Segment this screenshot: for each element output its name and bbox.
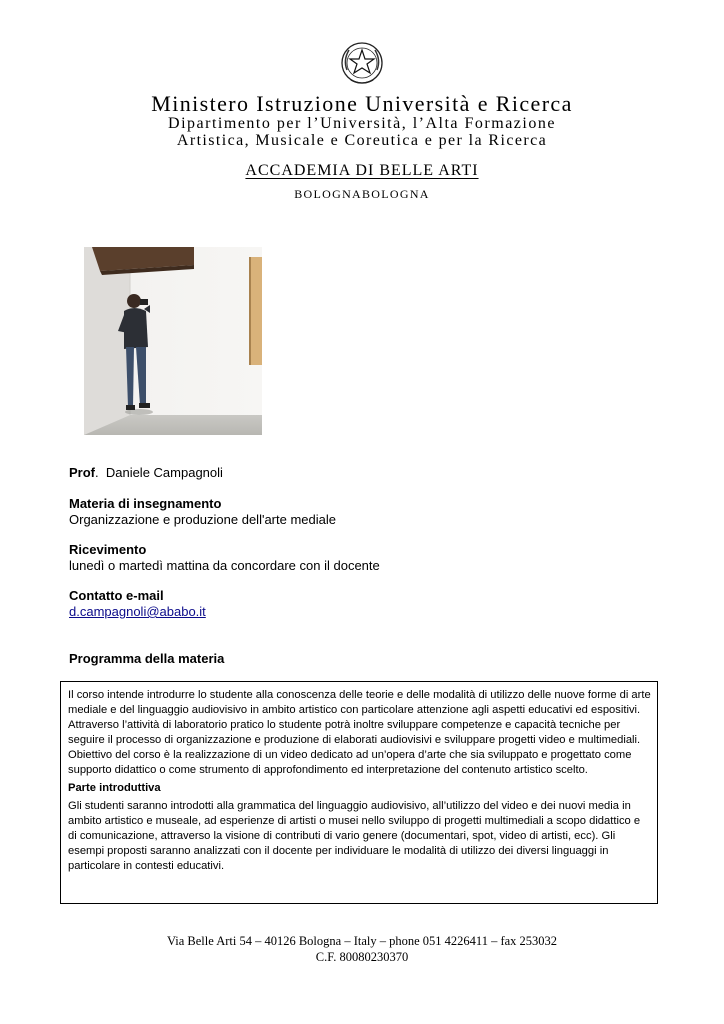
program-box — [60, 681, 658, 904]
professor-name: Daniele Campagnoli — [105, 465, 223, 480]
department-line-2: Artistica, Musicale e Coreutica e per la Ricerca — [176, 132, 548, 149]
professor-line: Prof. Daniele Campagnoli — [69, 465, 223, 480]
department-line-1: Dipartimento per l’Università, l’Alta Formazione — [168, 115, 556, 132]
program-section-text: Gli studenti saranno introdotti alla grammatica del linguaggio audiovisivo, all’utilizzo del video e dei nuovi media in ambito artistico e museale, ad esperienze di artisti o musei nello sviluppo di progetti multimediali a scopo didattico e di comunicazione, attraverso la visione di contributi di vario genere (documentari, spot, video di artisti, ecc). Gli esempi proposti saranno analizzati con il docente per individuare le modalità di utilizzo dei diversi linguaggi in particolare in contesti educativi. — [68, 800, 641, 872]
program-section-title: Parte introduttiva — [68, 782, 161, 794]
professor-label: Prof — [69, 465, 95, 480]
office-hours-value: lunedì o martedì mattina da concordare con il docente — [69, 558, 380, 573]
professor-photo — [84, 247, 262, 435]
subject-label: Materia di insegnamento — [69, 496, 222, 511]
contact-email-link[interactable]: d.campagnoli@ababo.it — [69, 604, 206, 619]
office-hours-label: Ricevimento — [69, 542, 147, 557]
footer-tax-code: C.F. 80080230370 — [315, 950, 409, 964]
program-title: Programma della materia — [69, 651, 225, 666]
subject-value: Organizzazione e produzione dell'arte mediale — [69, 512, 336, 527]
footer-address: Via Belle Arti 54 – 40126 Bologna – Italy – phone 051 4226411 – fax 253032 — [166, 934, 558, 948]
ministry-title: Ministero Istruzione Università e Ricerca — [151, 91, 573, 116]
program-intro: Il corso intende introdurre lo studente alla conoscenza delle teorie e delle modalità di utilizzo delle nuove forme di arte mediale e del linguaggio audiovisivo in ambito artistico con particolare attenzione agli aspetti educativi ed espositivi. Attraverso l’attività di laboratorio pratico lo studente potrà inoltre sviluppare competenze e capacità tecniche per seguire il processo di organizzazione e produzione di elaborati audiovisivi e sviluppare progetti video e multimediali. Obiettivo del corso è la realizzazione di un video dedicato ad un’opera d’arte che sia sviluppato e progettato come supporto didattico o come strumento di approfondimento ed interpretazione del contenuto artistico scelto. — [68, 689, 651, 776]
academy-title: ACCADEMIA DI BELLE ARTI — [245, 162, 479, 179]
contact-label: Contatto e-mail — [69, 588, 164, 603]
italian-republic-emblem-icon — [339, 40, 385, 86]
academy-city: BOLOGNABOLOGNA — [294, 187, 430, 201]
